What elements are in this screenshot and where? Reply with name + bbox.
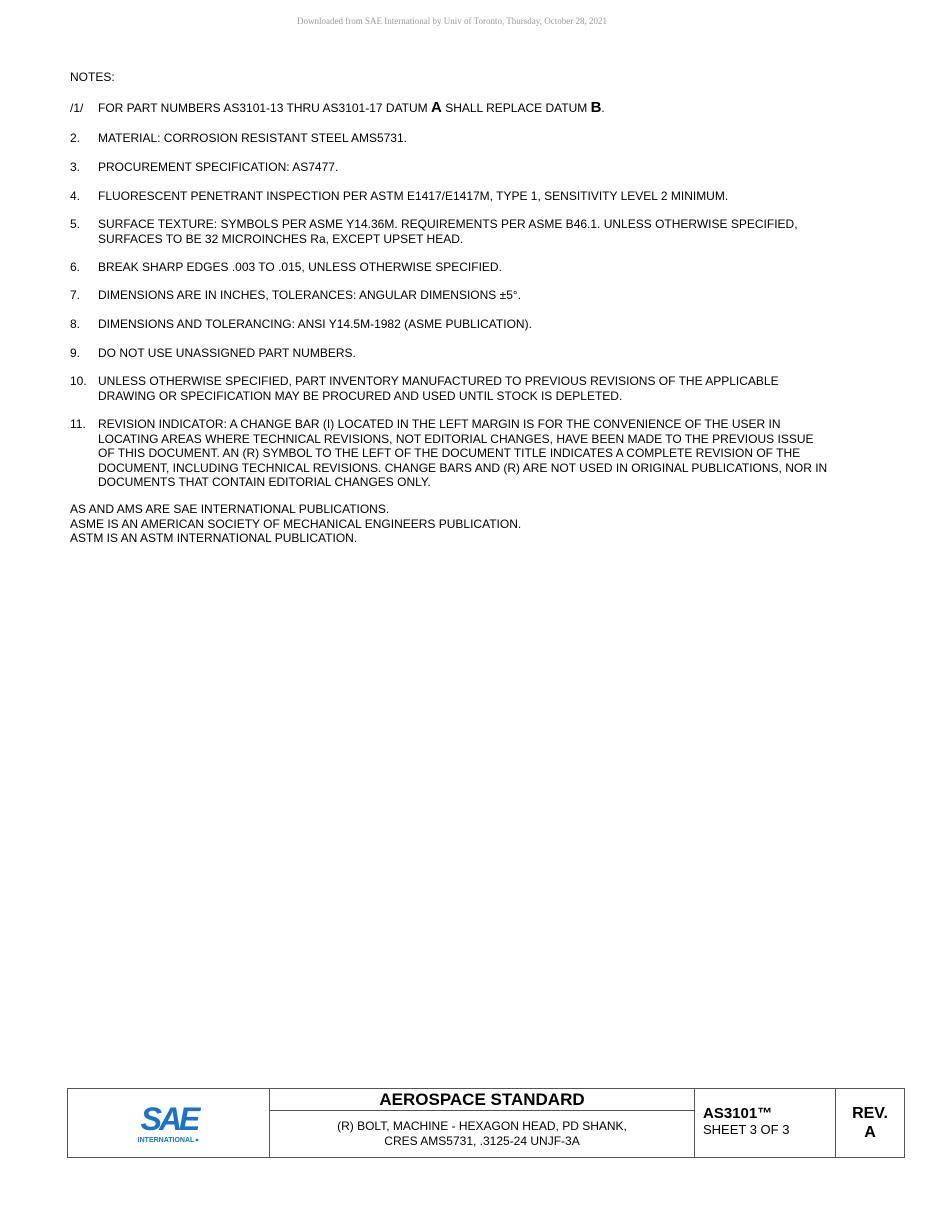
note-number: 10. xyxy=(70,374,87,388)
note-3 xyxy=(70,160,830,175)
note-2 xyxy=(70,131,830,146)
notes-heading: NOTES: xyxy=(70,70,115,84)
note-6 xyxy=(70,260,830,275)
document-cell xyxy=(695,1089,836,1157)
publication-line: AS AND AMS ARE SAE INTERNATIONAL PUBLICATIONS. xyxy=(70,502,390,516)
title-block xyxy=(67,1088,905,1158)
note-text: MATERIAL: CORROSION RESISTANT STEEL AMS5731. xyxy=(98,131,407,145)
sae-logo-icon xyxy=(129,1100,209,1146)
note-text: SURFACE TEXTURE: SYMBOLS PER ASME Y14.36M. REQUIREMENTS PER ASME B46.1. UNLESS OTHERWISE SPECIFIED, SURFACES TO BE 32 MICROINCHES Ra, EXCEPT UPSET HEAD. xyxy=(98,217,798,246)
description-line-1: (R) BOLT, MACHINE - HEXAGON HEAD, PD SHANK, xyxy=(337,1119,627,1133)
datum-b-label: B xyxy=(590,99,602,116)
note-number: 8. xyxy=(70,317,81,331)
note-4 xyxy=(70,189,830,204)
note-text: BREAK SHARP EDGES .003 TO .015, UNLESS OTHERWISE SPECIFIED. xyxy=(98,260,502,274)
download-banner: Downloaded from SAE International by Univ of Toronto, Thursday, October 28, 2021 xyxy=(297,16,607,26)
note-text: FLUORESCENT PENETRANT INSPECTION PER ASTM E1417/E1417M, TYPE 1, SENSITIVITY LEVEL 2 MINIMUM. xyxy=(98,189,729,203)
publications-list xyxy=(70,502,521,546)
revision-cell xyxy=(836,1089,904,1157)
note-number: 3. xyxy=(70,160,81,174)
note-text: DIMENSIONS ARE IN INCHES, TOLERANCES: ANGULAR DIMENSIONS ±5°. xyxy=(98,288,522,302)
note-number: 7. xyxy=(70,288,81,302)
note-text: REVISION INDICATOR: A CHANGE BAR (I) LOCATED IN THE LEFT MARGIN IS FOR THE CONVENIENCE OF THE USER IN LOCATING AREAS WHERE TECHNICAL REVISIONS, NOT EDITORIAL CHANGES, HAVE BEEN MADE TO THE PREVIOUS ISSUE OF THIS DOCUMENT. AN (R) SYMBOL TO THE LEFT OF THE DOCUMENT TITLE INDICATES A COMPLETE REVISION OF THE DOCUMENT, INCLUDING TECHNICAL REVISIONS. CHANGE BARS AND (R) ARE NOT USED IN ORIGINAL PUBLICATIONS, NOR IN DOCUMENTS THAT CONTAIN EDITORIAL CHANGES ONLY. xyxy=(98,417,828,489)
note-10 xyxy=(70,374,830,403)
sae-logo xyxy=(68,1089,270,1157)
note-7 xyxy=(70,288,830,303)
note-text: UNLESS OTHERWISE SPECIFIED, PART INVENTORY MANUFACTURED TO PREVIOUS REVISIONS OF THE APPLICABLE DRAWING OR SPECIFICATION MAY BE PROCURED AND USED UNTIL STOCK IS DEPLETED. xyxy=(98,374,779,403)
note-number: /1/ xyxy=(70,101,84,115)
note-number: 11. xyxy=(70,417,86,431)
note-5 xyxy=(70,217,830,246)
revision-label: REV. xyxy=(852,1105,888,1122)
datum-a-label: A xyxy=(431,99,442,116)
publication-line: ASME IS AN AMERICAN SOCIETY OF MECHANICAL ENGINEERS PUBLICATION. xyxy=(70,516,522,531)
sheet-number: SHEET 3 OF 3 xyxy=(703,1122,790,1137)
publication-line: ASTM IS AN ASTM INTERNATIONAL PUBLICATION. xyxy=(70,531,358,545)
note-number: 5. xyxy=(70,217,81,231)
note-text: PROCUREMENT SPECIFICATION: AS7477. xyxy=(98,160,339,174)
note-text: DO NOT USE UNASSIGNED PART NUMBERS. xyxy=(98,346,356,360)
svg-text:SAE: SAE xyxy=(140,1101,197,1137)
note-9 xyxy=(70,346,830,361)
note-number: 6. xyxy=(70,260,81,274)
svg-text:INTERNATIONAL: INTERNATIONAL xyxy=(137,1137,194,1144)
note-text: FOR PART NUMBERS AS3101-13 THRU AS3101-17 DATUM A SHALL REPLACE DATUM B. xyxy=(98,99,605,116)
note-8 xyxy=(70,317,830,332)
title-cell xyxy=(270,1089,695,1157)
note-text: DIMENSIONS AND TOLERANCING: ANSI Y14.5M-1982 (ASME PUBLICATION). xyxy=(98,317,532,331)
note-number: 9. xyxy=(70,346,81,360)
document-number: AS3101™ xyxy=(703,1105,773,1122)
part-description xyxy=(270,1111,694,1157)
description-line-2: CRES AMS5731, .3125-24 UNJF-3A xyxy=(384,1134,580,1148)
standard-title: AEROSPACE STANDARD xyxy=(270,1089,694,1111)
note-number: 2. xyxy=(70,131,81,145)
revision-value: A xyxy=(864,1124,876,1141)
note-11 xyxy=(70,417,830,490)
note-1 xyxy=(70,101,830,116)
note-number: 4. xyxy=(70,189,81,203)
